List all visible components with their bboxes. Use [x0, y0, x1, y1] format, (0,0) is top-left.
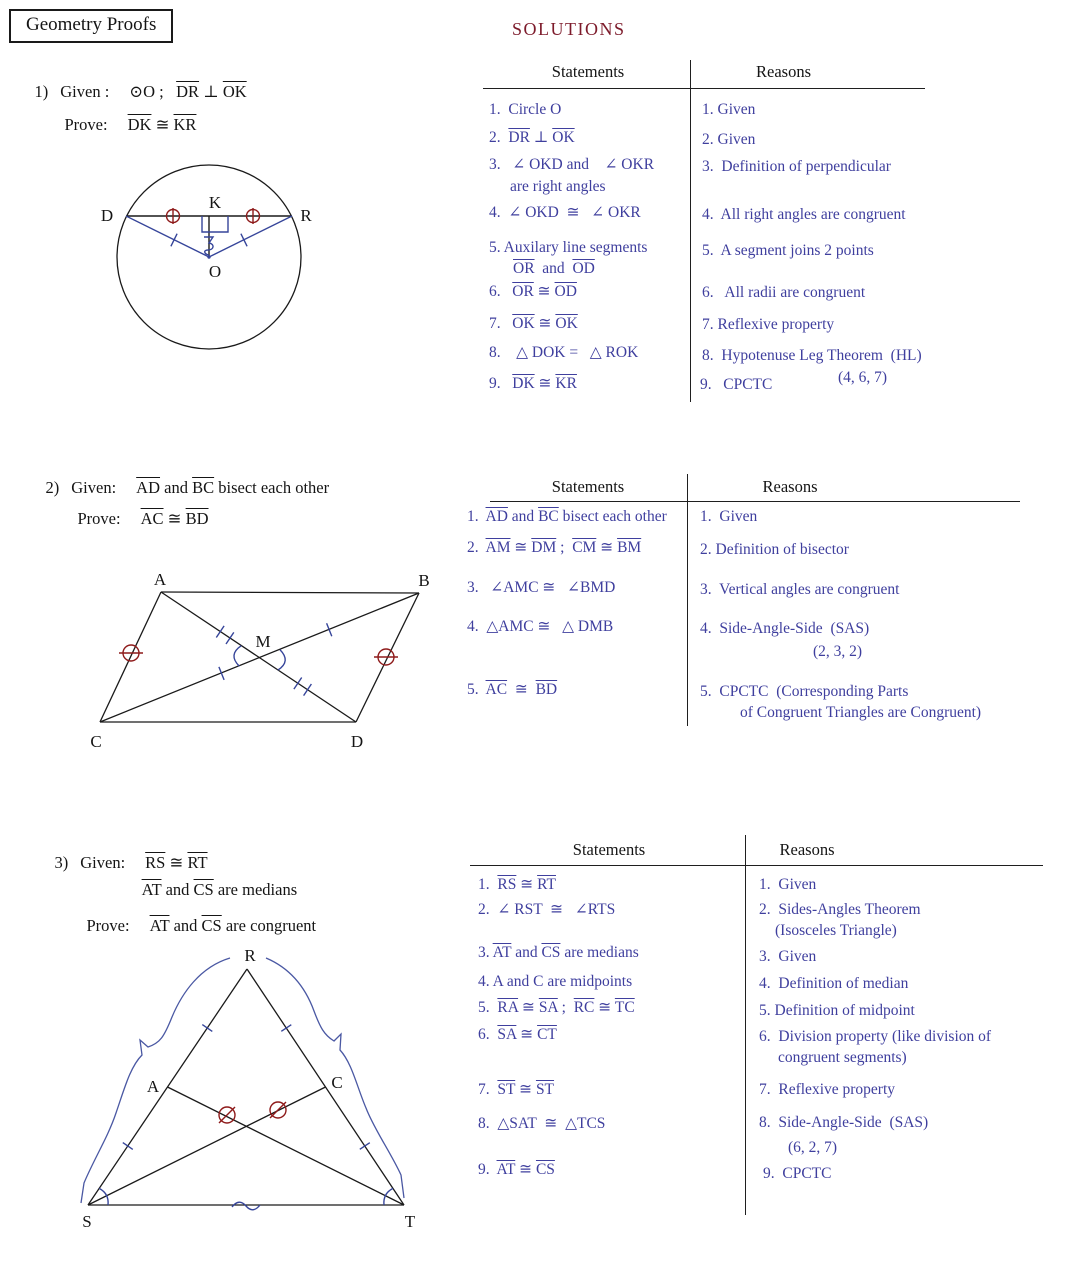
tick-marks-and-arcs — [99, 1025, 393, 1210]
label-D: D — [350, 732, 364, 751]
label-S: S — [82, 1212, 92, 1231]
t1-r3: 3. Definition of perpendicular — [702, 158, 891, 175]
t1-s5: 5. Auxilary line segments — [489, 239, 648, 256]
angle-arc-right — [278, 650, 285, 670]
tick-OR — [241, 234, 247, 247]
page-title: Geometry Proofs — [26, 14, 157, 35]
t1-r1: 1. Given — [702, 101, 756, 118]
p1-prove-math: $\overline{DK}$ ≅ $\overline{KR}$ — [127, 115, 197, 134]
label-A: A — [146, 1077, 160, 1096]
tick-marks — [216, 623, 331, 695]
center-dot — [207, 255, 210, 258]
t3-s1: 1. $\overline{RS}$ ≅ $\overline{RT}$ — [478, 876, 556, 893]
t1-s4: 4. ∠ OKD ≅ ∠ OKR — [489, 204, 641, 221]
t2-s3: 3. ∠AMC ≅ ∠BMD — [467, 579, 616, 596]
p2-prove-math: $\overline{AC}$ ≅ $\overline{BD}$ — [140, 509, 209, 528]
t2-header-rule — [490, 501, 1020, 502]
t2-r5: 5. CPCTC (Corresponding Parts — [700, 683, 909, 700]
t3-r5: 5. Definition of midpoint — [759, 1002, 915, 1019]
p2-number: 2) — [45, 478, 60, 497]
t2-reasons-header: Reasons — [762, 477, 818, 496]
right-angle-mark — [202, 216, 228, 232]
t1-r2: 2. Given — [702, 131, 756, 148]
t3-reasons-header: Reasons — [779, 840, 835, 859]
t2-r2: 2. Definition of bisector — [700, 541, 849, 558]
label-C: C — [90, 732, 102, 751]
t1-r7: 7. Reflexive property — [702, 316, 835, 333]
median-AT — [168, 1087, 405, 1205]
t1-s1: 1. Circle O — [489, 101, 562, 118]
t3-s6: 6. $\overline{SA}$ ≅ $\overline{CT}$ — [478, 1026, 557, 1043]
label-M: M — [255, 632, 271, 651]
proof1-table — [483, 58, 1003, 408]
proof2-table — [460, 474, 1060, 729]
t1-statements-header: Statements — [551, 62, 625, 81]
proof3-diagram — [60, 945, 450, 1245]
p3-number: 3) — [54, 853, 69, 872]
t3-r2-line2: (Isosceles Triangle) — [775, 922, 897, 939]
label-A: A — [153, 570, 167, 589]
t3-s7: 7. $\overline{ST}$ ≅ $\overline{ST}$ — [478, 1081, 555, 1098]
t1-s3: 3. ∠ OKD and ∠ OKR — [489, 156, 655, 173]
t1-header-rule — [483, 88, 925, 89]
label-C: C — [331, 1073, 343, 1092]
label-R: R — [244, 946, 256, 965]
t3-header-rule — [470, 865, 1043, 866]
label-B: B — [418, 571, 430, 590]
t1-r5: 5. A segment joins 2 points — [702, 242, 874, 259]
base-squiggle — [232, 1202, 260, 1210]
t3-r8-refs: (6, 2, 7) — [788, 1139, 838, 1156]
t3-r1: 1. Given — [759, 876, 817, 893]
t1-r4: 4. All right angles are congruent — [702, 206, 906, 223]
angle-arc-left — [234, 646, 241, 666]
tick-OD — [171, 234, 177, 247]
solutions-heading: SOLUTIONS — [512, 19, 626, 39]
t2-r5-line2: of Congruent Triangles are Congruent) — [740, 704, 982, 721]
t2-r4: 4. Side-Angle-Side (SAS) — [700, 620, 870, 637]
t3-r7: 7. Reflexive property — [759, 1081, 896, 1098]
p3-prove-math: $\overline{AT}$ and $\overline{CS}$ are congruent — [149, 916, 317, 935]
p2-prove-line — [61, 489, 209, 549]
t2-divider — [687, 474, 688, 726]
label-R: R — [300, 206, 312, 225]
t3-statements-header: Statements — [572, 840, 646, 859]
t3-s9: 9. $\overline{AT}$ ≅ $\overline{CS}$ — [478, 1161, 555, 1178]
t1-s8: 8. △ DOK = △ ROK — [489, 344, 639, 361]
t1-r8-refs: (4, 6, 7) — [838, 369, 888, 386]
label-D: D — [100, 206, 114, 225]
t2-r3: 3. Vertical angles are congruent — [700, 581, 900, 598]
t1-s3-line2: are right angles — [510, 178, 606, 195]
p1-given-math: ⊙O ; $\overline{DR}$ ⊥ $\overline{OK}$ — [129, 82, 247, 101]
t1-s9: 9. $\overline{DK}$ ≅ $\overline{KR}$ — [489, 375, 577, 392]
proof2-diagram — [80, 565, 450, 760]
t1-s7: 7. $\overline{OK}$ ≅ $\overline{OK}$ — [489, 315, 578, 332]
t3-r9: 9. CPCTC — [763, 1165, 832, 1182]
triangle-lines — [88, 969, 404, 1205]
p2-given-math: $\overline{AD}$ and $\overline{BC}$ bisect each other — [136, 478, 330, 497]
t1-divider — [690, 60, 691, 402]
p1-prove-line — [48, 95, 196, 155]
t3-s4: 4. A and C are midpoints — [478, 973, 633, 990]
p1-given-label: Given : — [60, 82, 110, 101]
t3-s8: 8. △SAT ≅ △TCS — [478, 1115, 606, 1132]
t3-s5: 5. $\overline{RA}$ ≅ $\overline{SA}$ ; $\overline{RC}$ ≅ $\overline{TC}$ — [478, 999, 635, 1016]
p3-given-math: $\overline{RS}$ ≅ $\overline{RT}$ — [145, 853, 208, 872]
t1-s5-line2: $\overline{OR}$ and $\overline{OD}$ — [513, 260, 595, 277]
p1-number: 1) — [34, 82, 49, 101]
t1-reasons-header: Reasons — [756, 62, 811, 81]
t1-r9: 9. CPCTC — [700, 376, 773, 393]
label-T: T — [404, 1212, 416, 1231]
proof3-table — [470, 835, 1070, 1220]
t1-s6: 6. $\overline{OR}$ ≅ $\overline{OD}$ — [489, 283, 577, 300]
t3-s3: 3. $\overline{AT}$ and $\overline{CS}$ are medians — [478, 944, 639, 961]
median-CS — [88, 1087, 326, 1205]
label-O: O — [208, 262, 222, 281]
diagonal-AD — [161, 592, 356, 722]
p2-given-label: Given: — [71, 478, 117, 497]
t3-r2: 2. Sides-Angles Theorem — [759, 901, 921, 918]
t2-s1: 1. $\overline{AD}$ and $\overline{BC}$ bisect each other — [467, 508, 667, 525]
hand-drawn-braces — [81, 958, 404, 1203]
p1-prove-label: Prove: — [64, 115, 108, 134]
t3-r6-line2: congruent segments) — [778, 1049, 907, 1066]
t2-r4-refs: (2, 3, 2) — [813, 643, 863, 660]
label-K: K — [208, 193, 222, 212]
t3-r8: 8. Side-Angle-Side (SAS) — [759, 1114, 929, 1131]
t2-s2: 2. $\overline{AM}$ ≅ $\overline{DM}$ ; $\overline{CM}$ ≅ $\overline{BM}$ — [467, 539, 642, 556]
t2-s5: 5. $\overline{AC}$ ≅ $\overline{BD}$ — [467, 681, 558, 698]
red-congruence-marks — [219, 1102, 286, 1123]
t2-r1: 1. Given — [700, 508, 758, 525]
p3-prove-label: Prove: — [86, 916, 130, 935]
t1-s2: 2. $\overline{DR}$ ⊥ $\overline{OK}$ — [489, 129, 575, 146]
t1-r6: 6. All radii are congruent — [702, 284, 866, 301]
p2-prove-label: Prove: — [77, 509, 121, 528]
t3-r6: 6. Division property (like division of — [759, 1028, 992, 1045]
title-box — [9, 9, 173, 43]
t1-r8: 8. Hypotenuse Leg Theorem (HL) — [702, 347, 922, 364]
diagonal-CB — [100, 593, 419, 722]
t3-s2: 2. ∠ RST ≅ ∠RTS — [478, 901, 616, 918]
radius-OD — [126, 216, 209, 257]
quadrilateral-lines — [100, 592, 419, 722]
t3-r3: 3. Given — [759, 948, 817, 965]
t3-divider — [745, 835, 746, 1215]
p3-given2-math: $\overline{AT}$ and $\overline{CS}$ are medians — [141, 880, 298, 899]
proof1-diagram — [85, 155, 335, 355]
t3-r4: 4. Definition of median — [759, 975, 909, 992]
t2-s4: 4. △AMC ≅ △ DMB — [467, 618, 614, 635]
t2-statements-header: Statements — [551, 477, 625, 496]
p3-given-label: Given: — [80, 853, 126, 872]
